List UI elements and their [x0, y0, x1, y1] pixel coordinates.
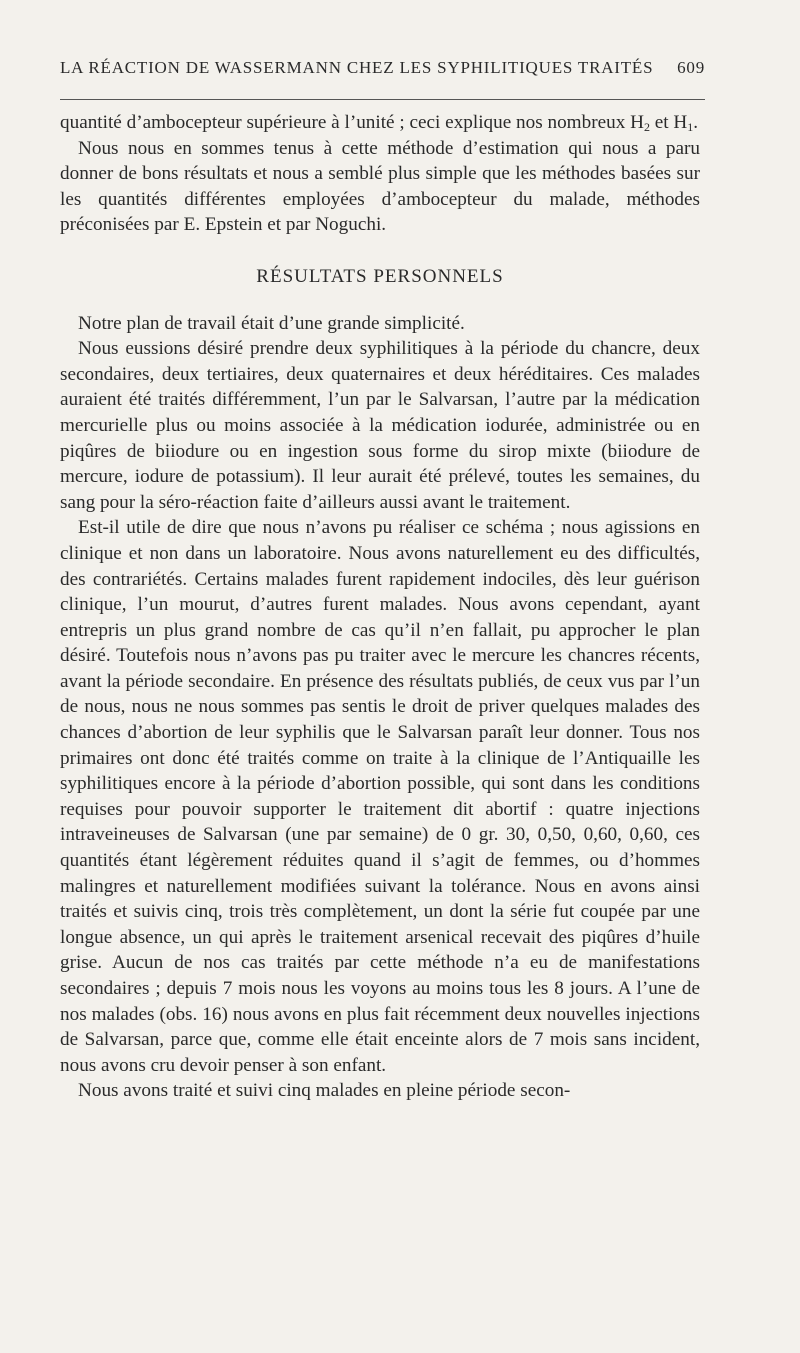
page-number: 609: [677, 58, 705, 77]
body-text: [60, 110, 700, 1104]
header-rule: [60, 99, 705, 100]
continuation-paragraph: quantité d’ambocepteur supérieure à l’unité ; ceci explique nos nombreux $H_2$ et $H_1$.: [60, 112, 699, 134]
paragraph: Notre plan de travail était d’une grande simplicité.: [78, 312, 465, 334]
paragraph: Est-il utile de dire que nous n’avons pu réaliser ce schéma ; nous agissions en clinique et non dans un laboratoire. Nous avons naturellement eu des difficultés, des contrariétés. Certains malades furent rapidement indociles, dès leur guérison clinique, l’un mourut, d’autres furent malades. Nous avons cependant, ayant entrepris un plus grand nombre de cas qu’il n’en fallait, pu approcher le plan désiré. Toutefois nous n’avons pas pu traiter avec le mercure les chancres récents, avant la période secondaire. En présence des résultats publiés, de ceux vus par l’un de nous, nous ne nous sommes pas sentis le droit de priver quelques malades des chances d’abortion de leur syphilis que le Salvarsan paraît leur donner. Tous nos primaires ont donc été traités comme on traite à la clinique de l’Antiquaille les syphilitiques encore à la période d’abortion possible, qui sont dans les conditions requises pour pouvoir supporter le traitement dit abortif : quatre injections intraveineuses de Salvarsan (une par semaine) de 0 gr. 30, 0,50, 0,60, 0,60, ces quantités étant légèrement réduites quand il s’agit de femmes, ou d’hommes malingres et naturellement modifiées suivant la tolérance. Nous en avons ainsi traités et suivis cinq, trois très complètement, un dont la série fut coupée par une longue absence, un qui après le traitement arsenical recevait des piqûres d’huile grise. Aucun de nos cas traités par cette méthode n’a eu de manifestations secondaires ; depuis 7 mois nous les voyons au moins tous les 8 jours. A l’une de nos malades (obs. 16) nous avons en plus fait récemment deux nouvelles injections de Salvarsan, parce que, comme elle était enceinte alors de 7 mois sans incident, nous avons cru devoir penser à son enfant.: [60, 517, 700, 1076]
paragraph: Nous nous en sommes tenus à cette méthode d’estimation qui nous a paru donner de bons résultats et nous a semblé plus simple que les méthodes basées sur les quantités différentes employées d’ambocepteur du malade, méthodes préconisées par E. Epstein et par Noguchi.: [60, 137, 700, 236]
paragraph: Nous eussions désiré prendre deux syphilitiques à la période du chancre, deux secondaires, deux tertiaires, deux quaternaires et deux héréditaires. Ces malades auraient été traités différemment, l’un par le Salvarsan, l’autre par la médication mercurielle plus ou moins associée à la médication iodurée, administrée ou en piqûres de biiodure ou en ingestion sous forme du sirop mixte (biiodure de mercure, iodure de potassium). Il leur aurait été prélevé, toutes les semaines, du sang pour la séro-réaction faite d’ailleurs aussi avant le traitement.: [60, 338, 700, 513]
paragraph: Nous avons traité et suivi cinq malades en pleine période secon-: [78, 1080, 571, 1102]
running-header: [60, 58, 705, 78]
running-title: LA RÉACTION DE WASSERMANN CHEZ LES SYPHILITIQUES TRAITÉS: [60, 58, 654, 77]
section-heading: RÉSULTATS PERSONNELS: [256, 265, 504, 287]
